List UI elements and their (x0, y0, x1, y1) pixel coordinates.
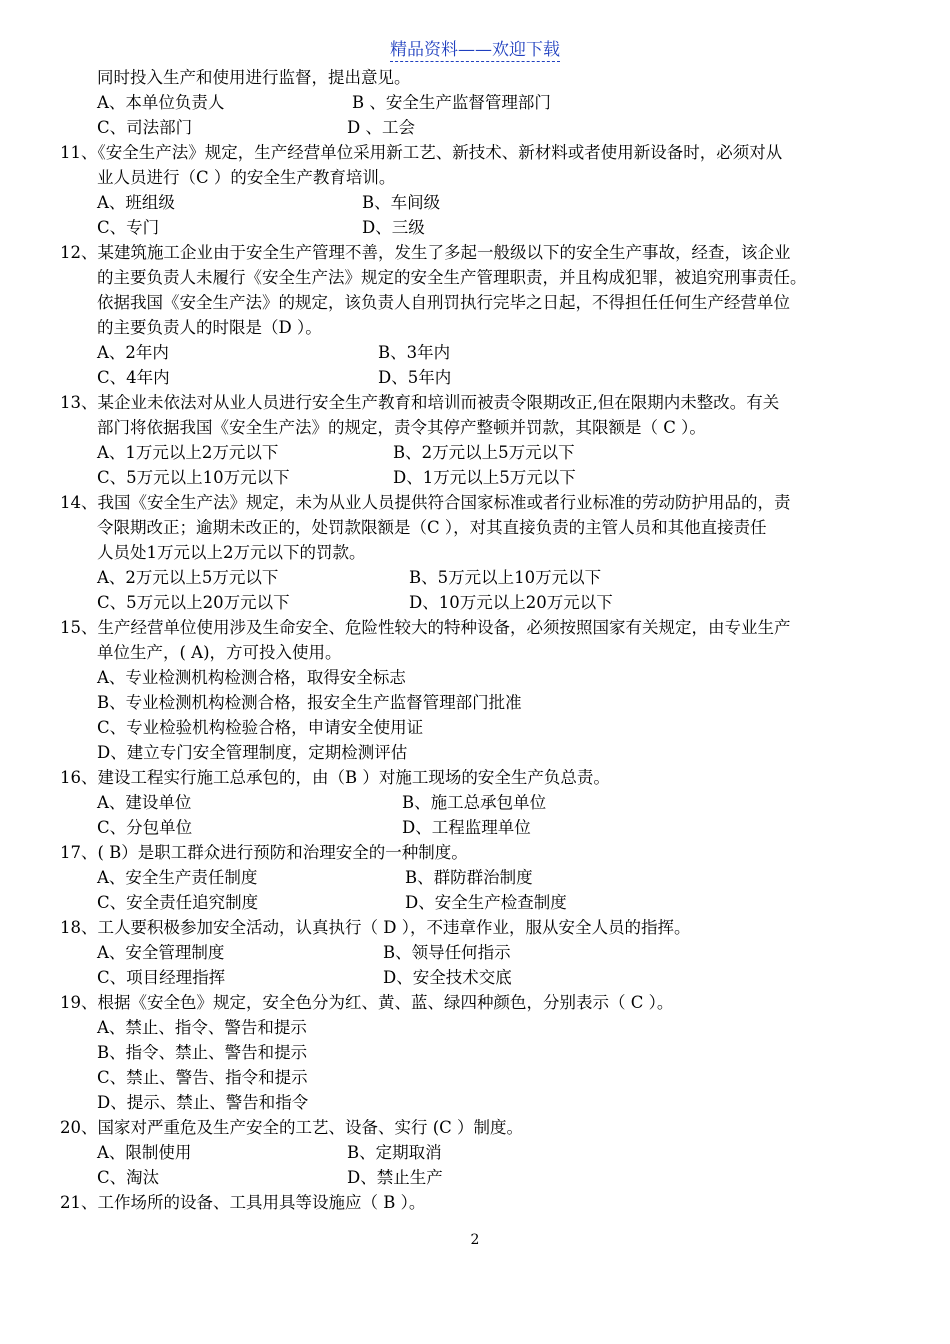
text-line: D 、工会 (347, 118, 415, 137)
text-line: 单位生产，( A)，方可投入使用。 (97, 643, 342, 662)
text-line: D、安全技术交底 (383, 968, 512, 987)
text-line: 17、( B）是职工群众进行预防和治理安全的一种制度。 (60, 843, 468, 862)
text-line: C、专门 (97, 218, 160, 237)
text-line: 18、工人要积极参加安全活动，认真执行（ D ），不违章作业，服从安全人员的指挥。 (60, 918, 691, 937)
text-line: 11、《安全生产法》规定，生产经营单位采用新工艺、新技术、新材料或者使用新设备时，必须对从 (60, 143, 783, 162)
text-line: A、1万元以上2万元以下 (97, 443, 279, 462)
page-number: 2 (470, 1232, 480, 1248)
text-line: A、安全生产责任制度 (97, 868, 258, 887)
text-line: A、安全管理制度 (97, 943, 225, 962)
text-line: 20、国家对严重危及生产安全的工艺、设备、实行 (C ）制度。 (60, 1118, 524, 1137)
text-line: B、专业检测机构检测合格，报安全生产监督管理部门批准 (97, 693, 522, 712)
text-line: B、定期取消 (347, 1143, 442, 1162)
text-line: A、本单位负责人 (97, 93, 225, 112)
text-line: 12、某建筑施工企业由于安全生产管理不善，发生了多起一般级以下的安全生产事故，经查，该企业 (60, 243, 791, 262)
text-line: 的主要负责人的时限是（D ）。 (97, 318, 322, 337)
text-line: B、指令、禁止、警告和提示 (97, 1043, 308, 1062)
text-line: C、禁止、警告、指令和提示 (97, 1068, 308, 1087)
text-line: C、5万元以上10万元以下 (97, 468, 290, 487)
text-line: B 、安全生产监督管理部门 (352, 93, 551, 112)
text-line: 19、根据《安全色》规定，安全色分为红、黄、蓝、绿四种颜色，分别表示（ C ）。 (60, 993, 674, 1012)
text-line: C、司法部门 (97, 118, 193, 137)
text-line: A、班组级 (97, 193, 175, 212)
text-line: B、领导任何指示 (383, 943, 511, 962)
text-line: C、5万元以上20万元以下 (97, 593, 290, 612)
text-line: 15、生产经营单位使用涉及生命安全、危险性较大的特种设备，必须按照国家有关规定，由专业生产 (60, 618, 791, 637)
text-line: D、禁止生产 (347, 1168, 443, 1187)
text-line: B、2万元以上5万元以下 (393, 443, 575, 462)
text-line: 人员处1万元以上2万元以下的罚款。 (97, 543, 366, 562)
text-line: C、安全责任追究制度 (97, 893, 259, 912)
text-line: 13、某企业未依法对从业人员进行安全生产教育和培训而被责令限期改正,但在限期内未整改。有关 (60, 393, 780, 412)
text-line: A、建设单位 (97, 793, 192, 812)
text-line: C、4年内 (97, 368, 170, 387)
text-line: A、2年内 (97, 343, 169, 362)
text-line: C、淘汰 (97, 1168, 160, 1187)
text-line: 令限期改正；逾期未改正的，处罚款限额是（C ），对其直接负责的主管人员和其他直接责任 (97, 518, 767, 537)
text-line: B、5万元以上10万元以下 (409, 568, 602, 587)
text-line: B、群防群治制度 (405, 868, 533, 887)
text-line: A、2万元以上5万元以下 (97, 568, 279, 587)
text-line: 部门将依据我国《安全生产法》的规定，责令其停产整顿并罚款，其限额是（ C ）。 (97, 418, 706, 437)
text-line: C、分包单位 (97, 818, 193, 837)
header-banner (0, 38, 950, 62)
text-line: B、3年内 (378, 343, 451, 362)
text-line: 业人员进行（C ）的安全生产教育培训。 (97, 168, 396, 187)
text-line: 同时投入生产和使用进行监督，提出意见。 (97, 68, 411, 87)
text-line: C、项目经理指挥 (97, 968, 226, 987)
text-line: D、提示、禁止、警告和指令 (97, 1093, 309, 1112)
text-line: A、禁止、指令、警告和提示 (97, 1018, 307, 1037)
text-line: B、施工总承包单位 (402, 793, 547, 812)
text-line: D、5年内 (378, 368, 452, 387)
text-line: D、安全生产检查制度 (405, 893, 567, 912)
text-line: D、建立专门安全管理制度，定期检测评估 (97, 743, 408, 762)
text-line: D、工程监理单位 (402, 818, 531, 837)
text-line: 的主要负责人未履行《安全生产法》规定的安全生产管理职责，并且构成犯罪，被追究刑事责任。 (97, 268, 807, 287)
text-line: 16、建设工程实行施工总承包的，由（B ）对施工现场的安全生产负总责。 (60, 768, 610, 787)
text-line: D、10万元以上20万元以下 (409, 593, 613, 612)
text-line: 依据我国《安全生产法》的规定，该负责人自刑罚执行完毕之日起，不得担任任何生产经营单位 (97, 293, 790, 312)
text-line: A、限制使用 (97, 1143, 192, 1162)
text-line: C、专业检验机构检验合格，申请安全使用证 (97, 718, 424, 737)
text-line: A、专业检测机构检测合格，取得安全标志 (97, 668, 406, 687)
text-line: 14、我国《安全生产法》规定，未为从业人员提供符合国家标准或者行业标准的劳动防护用品的，责 (60, 493, 791, 512)
text-line: 21、工作场所的设备、工具用具等设施应（ B ）。 (60, 1193, 426, 1212)
header-title[interactable]: 精品资料——欢迎下载 (390, 40, 560, 60)
text-line: B、车间级 (362, 193, 441, 212)
text-line: D、三级 (362, 218, 425, 237)
text-line: D、1万元以上5万元以下 (393, 468, 576, 487)
